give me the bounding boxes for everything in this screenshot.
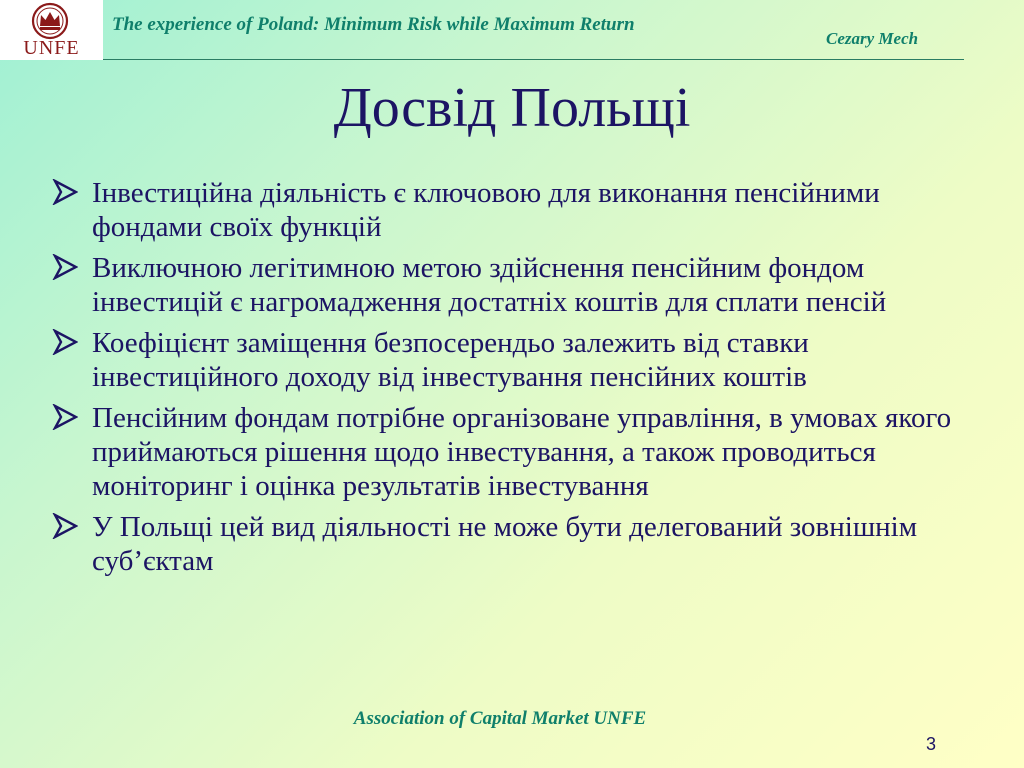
bullet-text: Пенсійним фондам потрібне організоване управління, в умовах якого приймаються рішення щодо інвестування, а також проводиться моніторинг і оцінка результатів інвестування	[92, 402, 952, 502]
page-number: 3	[926, 734, 937, 754]
logo-text: UNFE	[23, 37, 80, 59]
arrowhead-bullet-icon	[52, 513, 78, 539]
bullet-text: У Польщі цей вид діяльності не може бути делегований зовнішнім суб’єктам	[92, 511, 918, 577]
footer-association: Association of Capital Market UNFE	[353, 708, 647, 729]
bullet-item	[52, 401, 972, 503]
bullet-item	[52, 510, 972, 578]
arrowhead-bullet-icon	[52, 329, 78, 355]
arrowhead-bullet-icon	[52, 254, 78, 280]
header-title: The experience of Poland: Minimum Risk while Maximum Return	[112, 14, 635, 35]
bullet-item	[52, 326, 972, 394]
bullet-text: Виключною легітимною метою здійснення пенсійним фондом інвестицій є нагромадження достатніх коштів для сплати пенсій	[92, 252, 887, 318]
bullet-item	[52, 251, 972, 319]
bullet-item	[52, 176, 972, 244]
slide-title: Досвід Польщі	[333, 77, 691, 139]
bullet-list	[52, 176, 972, 585]
arrowhead-bullet-icon	[52, 179, 78, 205]
unfe-crest-icon	[28, 2, 72, 40]
header-divider	[103, 59, 964, 60]
bullet-text: Коефіцієнт заміщення безпосерендьо залежить від ставки інвестиційного доходу від інвестування пенсійних коштів	[92, 327, 809, 393]
arrowhead-bullet-icon	[52, 404, 78, 430]
header-author: Cezary Mech	[826, 29, 919, 48]
logo	[0, 0, 103, 60]
bullet-text: Інвестиційна діяльність є ключовою для виконання пенсійними фондами своїх функцій	[92, 177, 880, 243]
